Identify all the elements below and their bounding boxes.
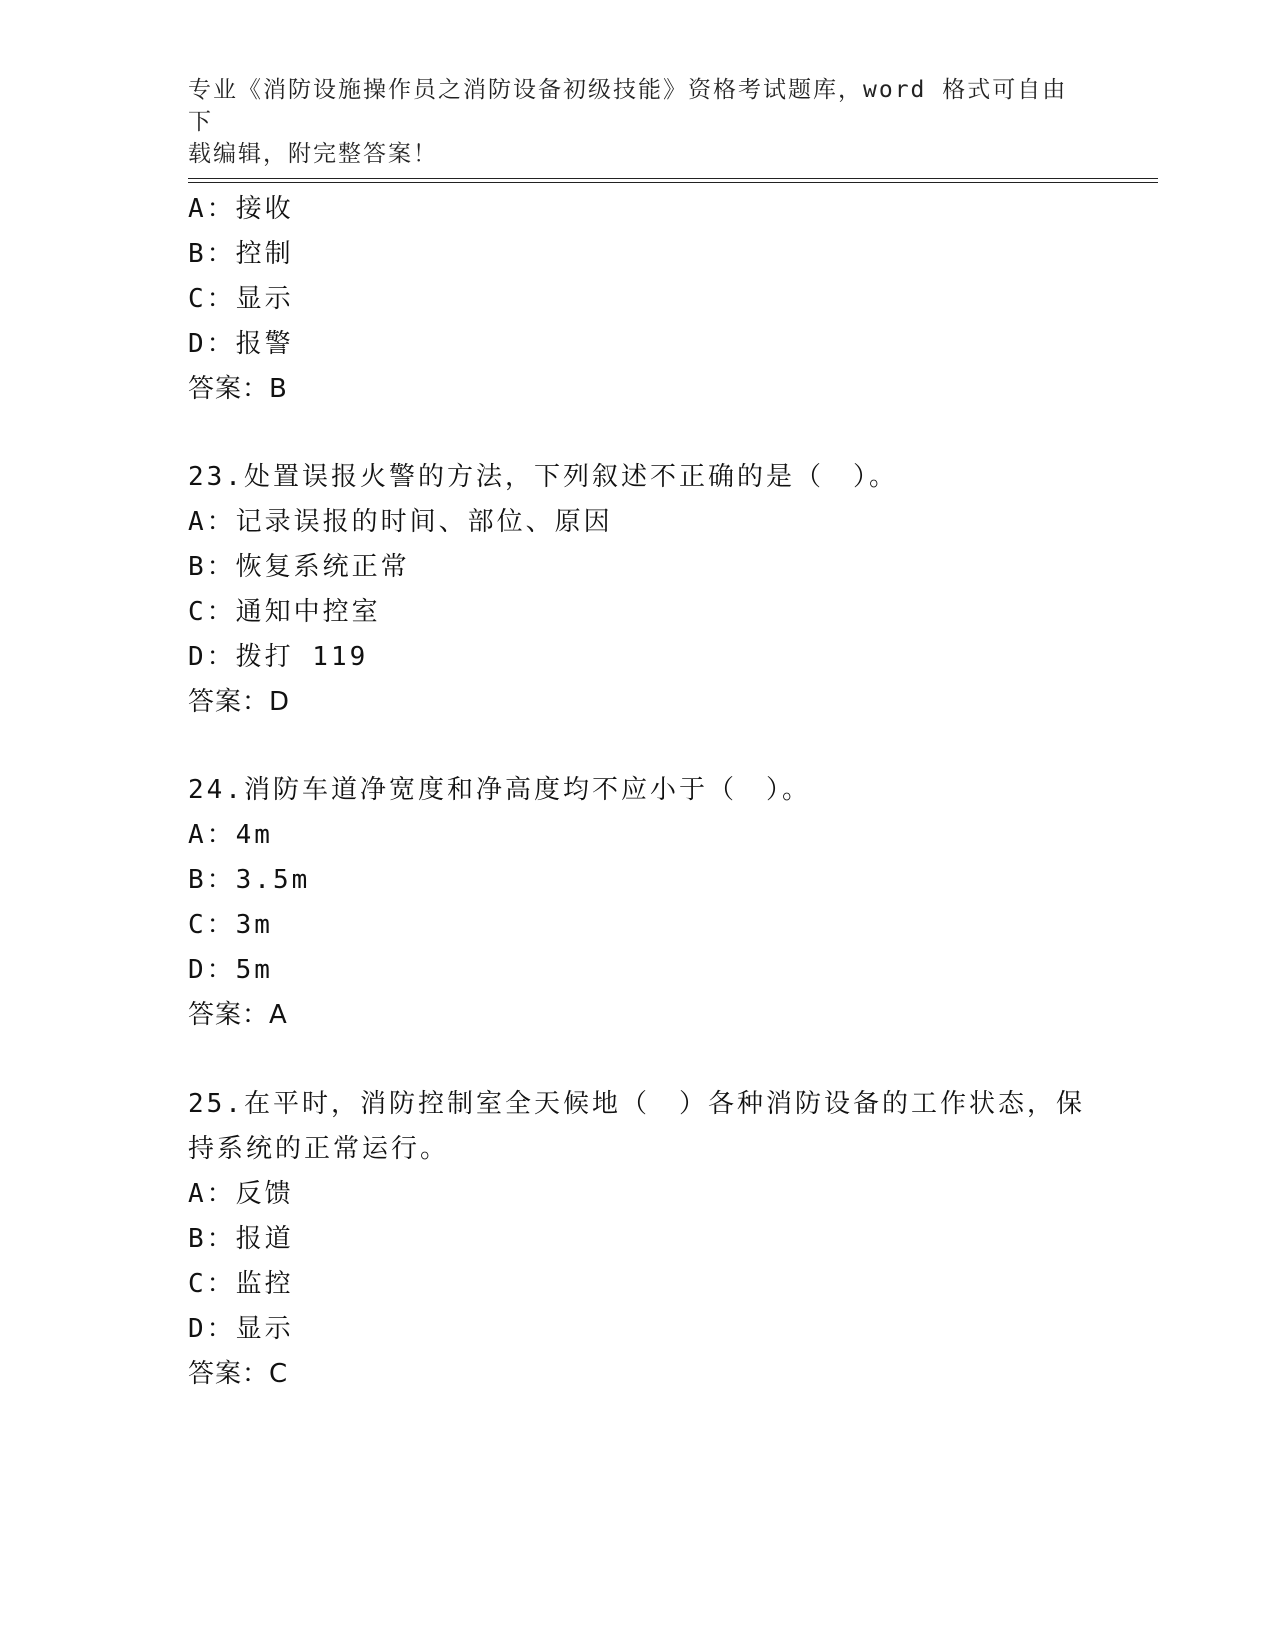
document-header: [188, 74, 1088, 170]
q23-answer: 答案：D: [188, 687, 291, 717]
q22-option-a: A：接收: [188, 194, 294, 224]
q23-option-c: C：通知中控室: [188, 597, 381, 627]
q22-answer: 答案：B: [188, 374, 288, 404]
q25-option-a: A：反馈: [188, 1179, 294, 1209]
q25-option-b: B：报道: [188, 1224, 294, 1254]
q25-option-d: D：显示: [188, 1314, 294, 1344]
q23-option-b: B：恢复系统正常: [188, 552, 410, 582]
q24-option-d: D：5m: [188, 955, 273, 985]
q24-option-b: B：3.5m: [188, 865, 311, 895]
q23-option-d: D：拨打 119: [188, 642, 369, 672]
header-line-1: 专业《消防设施操作员之消防设备初级技能》资格考试题库，word 格式可自由下: [188, 77, 1068, 135]
q23-stem: 23.处置误报火警的方法，下列叙述不正确的是（ ）。: [188, 462, 898, 492]
q25-stem-line-2: 持系统的正常运行。: [188, 1134, 450, 1164]
q24-stem: 24.消防车道净宽度和净高度均不应小于（ ）。: [188, 775, 811, 805]
q24-option-a: A：4m: [188, 820, 273, 850]
q25-option-c: C：监控: [188, 1269, 294, 1299]
q25-answer: 答案：C: [188, 1359, 289, 1389]
q22-option-d: D：报警: [188, 329, 294, 359]
q25-stem-line-1: 25.在平时，消防控制室全天候地（ ）各种消防设备的工作状态，保: [188, 1089, 1085, 1119]
q23-option-a: A：记录误报的时间、部位、原因: [188, 507, 613, 537]
q24-answer: 答案：A: [188, 1000, 288, 1030]
q24-option-c: C：3m: [188, 910, 273, 940]
header-line-2: 载编辑，附完整答案！: [188, 141, 438, 167]
q22-option-b: B：控制: [188, 239, 294, 269]
header-double-rule: [188, 178, 1158, 183]
q22-option-c: C：显示: [188, 284, 294, 314]
